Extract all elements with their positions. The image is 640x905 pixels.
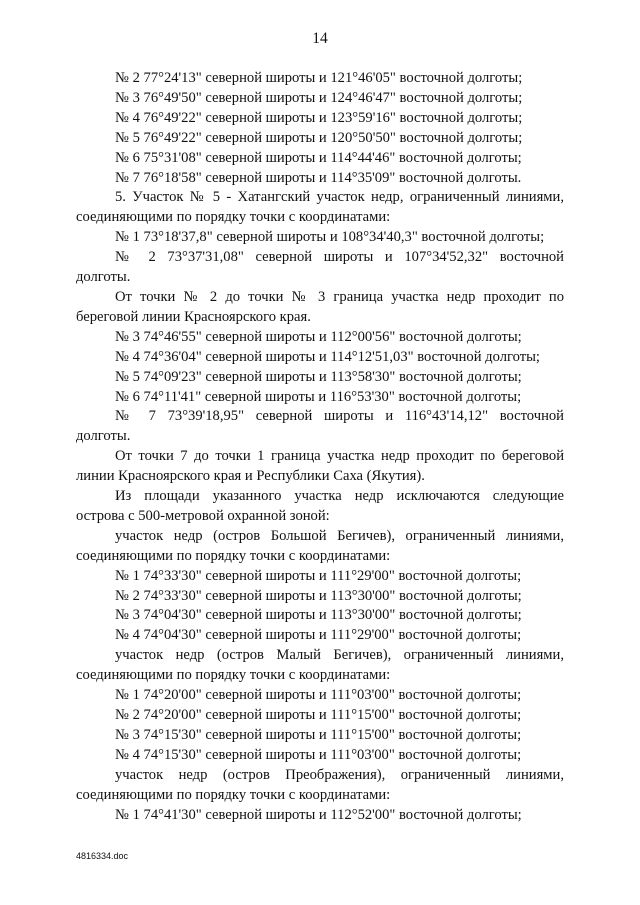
text-line: № 7 73°39'18,95" северной широты и 116°43'14,12" восточной (115, 408, 564, 425)
text-line: линии Красноярского края и Республики Саха (Якутия). (76, 468, 425, 485)
text-line: участок недр (остров Большой Бегичев), ограниченный линиями, (115, 527, 564, 544)
text-line: береговой линии Красноярского края. (76, 308, 311, 325)
text-line: соединяющими по порядку точки с координатами: (76, 786, 391, 803)
text-line: № 1 74°41'30" северной широты и 112°52'00" восточной долготы; (115, 806, 522, 823)
text-line: долготы. (76, 269, 131, 286)
text-line: № 3 74°04'30" северной широты и 113°30'00" восточной долготы; (115, 607, 522, 624)
text-line: № 3 76°49'50" северной широты и 124°46'47" восточной долготы; (115, 89, 523, 106)
text-line: Из площади указанного участка недр исключаются следующие (115, 488, 564, 505)
text-line: № 2 77°24'13" северной широты и 121°46'05" восточной долготы; (115, 70, 523, 86)
text-line: соединяющими по порядку точки с координатами: (76, 209, 391, 226)
text-line: № 4 74°15'30" северной широты и 111°03'00" восточной долготы; (115, 746, 522, 763)
text-line: № 5 76°49'22" северной широты и 120°50'50" восточной долготы; (115, 129, 523, 146)
text-line: № 4 74°36'04" северной широты и 114°12'51,03" восточной долготы; (115, 348, 540, 365)
text-line: участок недр (остров Преображения), ограниченный линиями, (115, 766, 564, 783)
text-line: долготы. (76, 428, 131, 445)
text-line: № 2 73°37'31,08" северной широты и 107°34'52,32" восточной (115, 249, 564, 266)
text-line: № 2 74°33'30" северной широты и 113°30'00" восточной долготы; (115, 587, 522, 604)
document-body (76, 69, 564, 825)
text-line: участок недр (остров Малый Бегичев), ограниченный линиями, (115, 647, 564, 664)
text-line: № 2 74°20'00" северной широты и 111°15'00" восточной долготы; (115, 707, 522, 723)
text-line: острова с 500-метровой охранной зоной: (76, 507, 330, 524)
text-line: соединяющими по порядку точки с координатами: (76, 667, 391, 684)
text-line: № 5 74°09'23" северной широты и 113°58'30" восточной долготы; (115, 368, 522, 385)
text-line: № 1 74°20'00" северной широты и 111°03'00" восточной долготы; (115, 687, 522, 704)
text-line: № 4 76°49'22" северной широты и 123°59'16" восточной долготы; (115, 109, 523, 126)
text-line: № 4 74°04'30" северной широты и 111°29'00" восточной долготы; (115, 627, 522, 644)
text-line: № 1 74°33'30" северной широты и 111°29'00" восточной долготы; (115, 567, 522, 584)
text-line: № 7 76°18'58" северной широты и 114°35'09" восточной долготы. (115, 169, 522, 186)
text-line: № 3 74°46'55" северной широты и 112°00'56" восточной долготы; (115, 328, 522, 345)
text-line: соединяющими по порядку точки с координатами: (76, 547, 391, 564)
page-number: 14 (312, 30, 328, 47)
footer-filename: 4816334.doc (76, 851, 129, 861)
text-line: № 1 73°18'37,8" северной широты и 108°34'40,3" восточной долготы; (115, 229, 545, 246)
text-line: 5. Участок № 5 - Хатангский участок недр, ограниченный линиями, (115, 189, 564, 206)
text-line: № 3 74°15'30" северной широты и 111°15'00" восточной долготы; (115, 726, 522, 743)
text-line: От точки № 2 до точки № 3 граница участка недр проходит по (115, 288, 564, 305)
text-line: № 6 75°31'08" северной широты и 114°44'46" восточной долготы; (115, 149, 522, 166)
text-line: От точки 7 до точки 1 граница участка недр проходит по береговой (115, 448, 564, 465)
text-line: № 6 74°11'41" северной широты и 116°53'30" восточной долготы; (115, 388, 522, 405)
